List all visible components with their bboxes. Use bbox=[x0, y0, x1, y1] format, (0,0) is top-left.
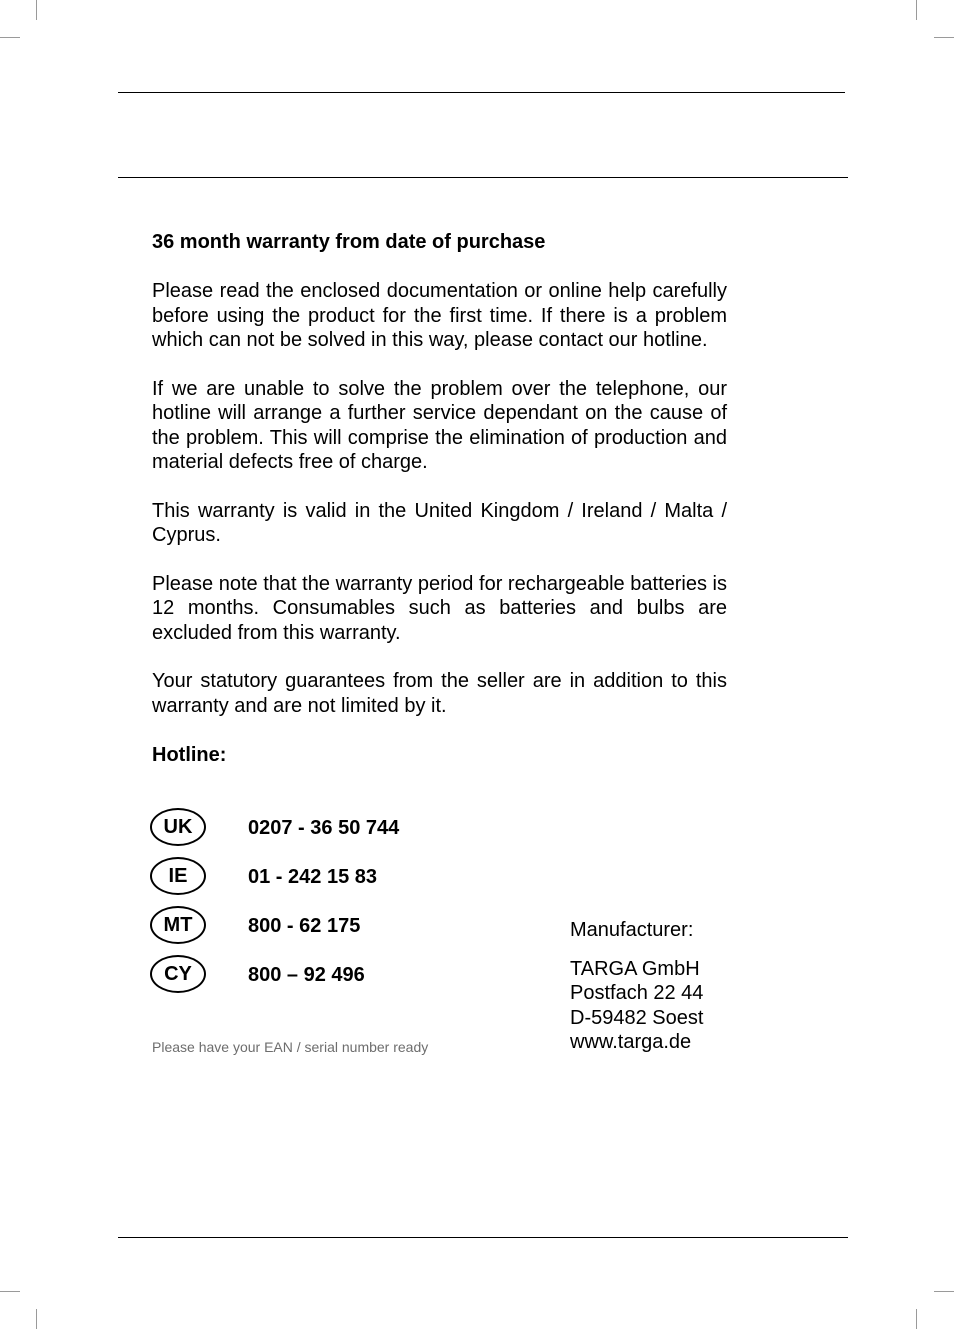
country-badge-mt: MT bbox=[150, 906, 206, 944]
paragraph-service: If we are unable to solve the problem over the telephone, our hotline will arrange a further service dependant on the cause of the problem. This will comprise the elimination of production and material defects free of charge. bbox=[152, 377, 727, 473]
crop-mark bbox=[916, 1309, 917, 1329]
paragraph-batteries: Please note that the warranty period for rechargeable batteries is 12 months. Consumables such as batteries and bulbs are excluded from this warranty. bbox=[152, 572, 727, 644]
manufacturer-block bbox=[570, 918, 703, 1055]
manufacturer-website: www.targa.de bbox=[570, 1031, 692, 1053]
warranty-content bbox=[152, 229, 727, 768]
hotline-heading: Hotline: bbox=[152, 744, 227, 766]
header-rule-top bbox=[118, 92, 845, 93]
crop-mark bbox=[0, 37, 20, 38]
country-badge-uk: UK bbox=[150, 808, 206, 846]
hotline-entry-cy bbox=[150, 955, 550, 1004]
manufacturer-company: TARGA GmbH bbox=[570, 957, 700, 980]
crop-mark bbox=[36, 0, 37, 20]
hotline-list bbox=[150, 808, 550, 1004]
crop-mark bbox=[916, 0, 917, 20]
manufacturer-address-line1: Postfach 22 44 bbox=[570, 982, 704, 1004]
hotline-number-mt: 800 - 62 175 bbox=[248, 915, 361, 937]
hotline-entry-ie bbox=[150, 857, 550, 906]
footer-rule bbox=[118, 1237, 848, 1238]
page-title: 36 month warranty from date of purchase bbox=[152, 231, 546, 253]
country-badge-cy: CY bbox=[150, 955, 206, 993]
serial-number-note: Please have your EAN / serial number ready bbox=[152, 1039, 429, 1055]
crop-mark bbox=[934, 1291, 954, 1292]
paragraph-statutory: Your statutory guarantees from the seller are in addition to this warranty and are not limited by it. bbox=[152, 670, 727, 717]
hotline-number-uk: 0207 - 36 50 744 bbox=[248, 817, 400, 839]
header-rule-bottom bbox=[118, 177, 848, 178]
crop-mark bbox=[934, 37, 954, 38]
paragraph-validity: This warranty is valid in the United Kingdom / Ireland / Malta / Cyprus. bbox=[152, 499, 727, 546]
hotline-number-cy: 800 – 92 496 bbox=[248, 964, 365, 986]
hotline-number-ie: 01 - 242 15 83 bbox=[248, 866, 377, 888]
manufacturer-label: Manufacturer: bbox=[570, 919, 694, 941]
hotline-entry-mt bbox=[150, 906, 550, 955]
crop-mark bbox=[36, 1309, 37, 1329]
paragraph-documentation: Please read the enclosed documentation or online help carefully before using the product for the first time. If there is a problem which can not be solved in this way, please contact our hotline. bbox=[152, 280, 727, 351]
hotline-entry-uk bbox=[150, 808, 550, 857]
manufacturer-address-line2: D-59482 Soest bbox=[570, 1006, 704, 1029]
country-badge-ie: IE bbox=[150, 857, 206, 895]
crop-mark bbox=[0, 1291, 20, 1292]
